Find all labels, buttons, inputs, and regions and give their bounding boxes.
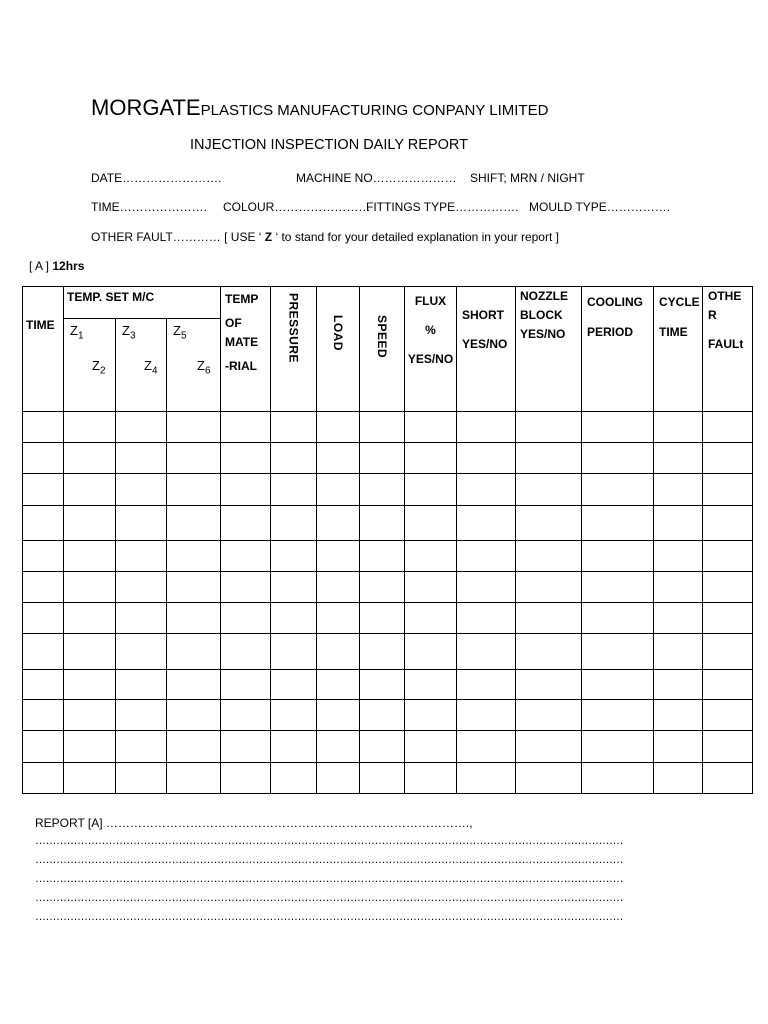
table-cell[interactable] [64, 443, 221, 474]
table-cell[interactable] [405, 634, 457, 670]
zone-cells [64, 506, 220, 540]
table-row [23, 731, 753, 763]
header-pressure [271, 287, 317, 412]
table-row [23, 700, 753, 731]
zone-cell[interactable] [64, 670, 116, 699]
pressure-label: PRESSURE [286, 293, 301, 364]
section-bracket: [ A ] [29, 259, 50, 273]
table-cell[interactable] [23, 572, 64, 603]
table-cell[interactable] [360, 670, 405, 700]
zone-divider [64, 318, 220, 319]
short-line2: YES/NO [462, 337, 508, 351]
table-cell[interactable] [457, 474, 516, 506]
table-cell[interactable] [221, 634, 271, 670]
zone-cell[interactable] [64, 443, 116, 473]
table-cell[interactable] [64, 506, 221, 541]
table-cell[interactable] [64, 731, 221, 763]
temp-material-line1: TEMP [225, 292, 259, 306]
table-cell[interactable] [703, 731, 753, 763]
table-cell[interactable] [360, 474, 405, 506]
table-cell[interactable] [23, 443, 64, 474]
zone-cell[interactable] [167, 474, 220, 505]
table-cell[interactable] [703, 572, 753, 603]
table-row [23, 474, 753, 506]
table-cell[interactable] [516, 634, 582, 670]
zone-cell[interactable] [64, 700, 116, 730]
table-cell[interactable] [457, 541, 516, 572]
company-name [91, 95, 548, 121]
table-row [23, 634, 753, 670]
cycle-line1: CYCLE [659, 295, 700, 309]
zone-cell[interactable] [64, 634, 116, 669]
table-cell[interactable] [64, 541, 221, 572]
header-nozzle [516, 287, 582, 412]
machine-no-field[interactable]: MACHINE NO………………… [296, 171, 457, 185]
zone-cell[interactable] [167, 443, 220, 473]
table-cell[interactable] [317, 763, 360, 794]
zone-cells [64, 443, 220, 473]
table-cell[interactable] [457, 506, 516, 541]
table-cell[interactable] [582, 506, 654, 541]
other-fault-z: Z [264, 230, 273, 244]
speed-label: SPEED [375, 315, 389, 359]
table-cell[interactable] [317, 572, 360, 603]
table-cell[interactable] [360, 443, 405, 474]
table-cell[interactable] [582, 700, 654, 731]
zone-cells [64, 412, 220, 442]
zone-cell[interactable] [167, 670, 220, 699]
zone-cell[interactable] [167, 731, 220, 762]
header-temp-set [64, 287, 221, 412]
table-cell[interactable] [317, 603, 360, 634]
table-cell[interactable] [405, 763, 457, 794]
cooling-line2: PERIOD [587, 325, 634, 339]
table-cell[interactable] [360, 731, 405, 763]
table-cell[interactable] [516, 541, 582, 572]
table-cell[interactable] [64, 634, 221, 670]
table-cell[interactable] [703, 474, 753, 506]
table-cell[interactable] [703, 670, 753, 700]
table-cell[interactable] [64, 572, 221, 603]
header-flux [405, 287, 457, 412]
table-cell[interactable] [405, 670, 457, 700]
zone-cell[interactable] [167, 572, 220, 602]
table-cell[interactable] [457, 700, 516, 731]
table-cell[interactable] [582, 763, 654, 794]
temp-material-line2: OF [225, 316, 242, 330]
table-cell[interactable] [703, 506, 753, 541]
other-fault-text-a: OTHER FAULT………… [ USE ‘ [91, 230, 265, 244]
flux-line3: YES/NO [407, 352, 454, 366]
table-cell[interactable] [582, 572, 654, 603]
table-cell[interactable] [23, 541, 64, 572]
table-row [23, 603, 753, 634]
table-cell[interactable] [221, 443, 271, 474]
table-cell[interactable] [317, 506, 360, 541]
table-cell[interactable] [516, 474, 582, 506]
table-cell[interactable] [582, 634, 654, 670]
zone-z5: $Z_5$ [173, 323, 187, 342]
table-cell[interactable] [317, 474, 360, 506]
nozzle-line1: NOZZLE [520, 289, 568, 303]
zone-cell[interactable] [64, 541, 116, 571]
table-cell[interactable] [405, 412, 457, 443]
table-cell[interactable] [221, 572, 271, 603]
table-cell[interactable] [405, 443, 457, 474]
table-row [23, 572, 753, 603]
zone-cells [64, 572, 220, 602]
zone-cells [64, 731, 220, 762]
table-cell[interactable] [516, 506, 582, 541]
table-cell[interactable] [271, 412, 317, 443]
zone-cells [64, 603, 220, 633]
shift-field[interactable]: SHIFT; MRN / NIGHT [470, 171, 585, 185]
zone-cell[interactable] [167, 541, 220, 571]
zone-divider-v2 [166, 318, 167, 411]
table-cell[interactable] [64, 670, 221, 700]
report-line[interactable]: …………………………………………………………………………………………………………………………………………………… [35, 873, 623, 885]
table-cell[interactable] [405, 474, 457, 506]
table-cell[interactable] [582, 412, 654, 443]
table-cell[interactable] [457, 443, 516, 474]
header-short [457, 287, 516, 412]
nozzle-line2: BLOCK [520, 308, 563, 322]
table-cell[interactable] [64, 763, 221, 794]
other-line3: FAULt [708, 337, 744, 351]
table-cell[interactable] [317, 731, 360, 763]
zone-cell[interactable] [167, 700, 220, 730]
table-cell[interactable] [654, 634, 703, 670]
table-cell[interactable] [317, 443, 360, 474]
zone-grid [64, 287, 220, 411]
table-cell[interactable] [582, 670, 654, 700]
table-row [23, 763, 753, 794]
table-cell[interactable] [703, 412, 753, 443]
table-cell[interactable] [703, 763, 753, 794]
table-cell[interactable] [317, 412, 360, 443]
section-hours: 12hrs [52, 259, 85, 273]
table-cell[interactable] [582, 541, 654, 572]
zone-z4: $Z_4$ [144, 358, 158, 377]
table-cell[interactable] [703, 541, 753, 572]
colour-field[interactable]: COLOUR…………………… [223, 200, 371, 214]
table-cell[interactable] [457, 763, 516, 794]
zone-cell[interactable] [167, 634, 220, 669]
table-cell[interactable] [23, 700, 64, 731]
zone-cells [64, 541, 220, 571]
other-fault-text-b: ‘ to stand for your detailed explanation in your report ] [272, 230, 559, 244]
report-line[interactable]: …………………………………………………………………………………………………………………………………………………… [35, 835, 623, 847]
section-label [29, 259, 84, 273]
header-temp-material [221, 287, 271, 412]
table-cell[interactable] [582, 731, 654, 763]
table-cell[interactable] [317, 634, 360, 670]
table-cell[interactable] [360, 572, 405, 603]
table-cell[interactable] [703, 634, 753, 670]
table-body [23, 412, 753, 794]
table-cell[interactable] [271, 474, 317, 506]
table-cell[interactable] [405, 541, 457, 572]
zone-cells [64, 763, 220, 793]
table-row [23, 443, 753, 474]
zone-cell[interactable] [116, 763, 167, 793]
other-fault-field[interactable] [91, 230, 559, 244]
zone-z2: $Z_2$ [92, 358, 106, 377]
table-cell[interactable] [23, 603, 64, 634]
table-cell[interactable] [654, 506, 703, 541]
table-cell[interactable] [360, 541, 405, 572]
table-cell[interactable] [360, 603, 405, 634]
zone-cell[interactable] [116, 670, 167, 699]
zone-cells [64, 474, 220, 505]
table-cell[interactable] [221, 670, 271, 700]
temp-set-label: TEMP. SET M/C [67, 290, 155, 304]
table-cell[interactable] [64, 412, 221, 443]
table-cell[interactable] [516, 572, 582, 603]
zone-cells [64, 700, 220, 730]
zone-cells [64, 670, 220, 699]
table-cell[interactable] [360, 634, 405, 670]
table-cell[interactable] [221, 412, 271, 443]
inspection-table [22, 286, 753, 794]
report-line[interactable]: …………………………………………………………………………………………………………………………………………………… [35, 911, 623, 923]
header-time-label: TIME [26, 318, 55, 332]
table-cell[interactable] [360, 763, 405, 794]
nozzle-line3: YES/NO [520, 327, 566, 341]
header-speed [360, 287, 405, 412]
table-cell[interactable] [516, 443, 582, 474]
table-cell[interactable] [23, 763, 64, 794]
header-cooling [582, 287, 654, 412]
table-row [23, 506, 753, 541]
table-cell[interactable] [23, 731, 64, 763]
zone-cell[interactable] [64, 474, 116, 505]
zone-cell[interactable] [116, 572, 167, 602]
company-name-rest: PLASTICS MANUFACTURING CONPANY LIMITED [200, 102, 549, 119]
table-cell[interactable] [516, 603, 582, 634]
table-cell[interactable] [654, 603, 703, 634]
table-cell[interactable] [271, 506, 317, 541]
table-cell[interactable] [23, 634, 64, 670]
table-cell[interactable] [360, 412, 405, 443]
zone-cell[interactable] [116, 603, 167, 633]
header-other-fault [703, 287, 753, 412]
table-cell[interactable] [516, 731, 582, 763]
zone-cell[interactable] [116, 541, 167, 571]
table-cell[interactable] [221, 603, 271, 634]
table-cell[interactable] [271, 572, 317, 603]
mould-type-field[interactable]: MOULD TYPE……………. [529, 200, 671, 214]
table-cell[interactable] [64, 474, 221, 506]
table-cell[interactable] [405, 700, 457, 731]
zone-cell[interactable] [116, 506, 167, 540]
zone-z3: $Z_3$ [122, 323, 136, 342]
temp-material-line4: -RIAL [225, 359, 257, 373]
zone-cell[interactable] [116, 443, 167, 473]
table-cell[interactable] [405, 603, 457, 634]
zone-cell[interactable] [64, 731, 116, 762]
table-cell[interactable] [23, 474, 64, 506]
short-line1: SHORT [462, 308, 504, 322]
table-cell[interactable] [654, 443, 703, 474]
cooling-line1: COOLING [587, 295, 643, 309]
table-cell[interactable] [360, 506, 405, 541]
table-cell[interactable] [703, 603, 753, 634]
table-cell[interactable] [405, 572, 457, 603]
table-cell[interactable] [654, 572, 703, 603]
table-cell[interactable] [703, 700, 753, 731]
flux-line1: FLUX [414, 294, 447, 308]
table-cell[interactable] [457, 572, 516, 603]
report-line[interactable]: …………………………………………………………………………………………………………………………………………………… [35, 854, 623, 866]
table-cell[interactable] [654, 670, 703, 700]
table-cell[interactable] [582, 603, 654, 634]
load-label: LOAD [331, 315, 345, 351]
zone-divider-v1 [115, 318, 116, 411]
table-cell[interactable] [360, 700, 405, 731]
table-cell[interactable] [516, 412, 582, 443]
table-row [23, 670, 753, 700]
table-row [23, 412, 753, 443]
table-cell[interactable] [582, 443, 654, 474]
date-field[interactable]: DATE……………………. [91, 171, 222, 185]
table-cell[interactable] [654, 474, 703, 506]
table-cell[interactable] [457, 634, 516, 670]
other-line1: OTHE [708, 289, 742, 303]
table-row [23, 541, 753, 572]
zone-cell[interactable] [116, 700, 167, 730]
table-cell[interactable] [23, 412, 64, 443]
fittings-type-field[interactable]: FITTINGS TYPE……………. [366, 200, 519, 214]
header-cycle [654, 287, 703, 412]
zone-cell[interactable] [64, 412, 116, 442]
report-line[interactable]: …………………………………………………………………………………………………………………………………………………… [35, 892, 623, 904]
report-title: INJECTION INSPECTION DAILY REPORT [190, 137, 468, 153]
table-cell[interactable] [405, 731, 457, 763]
table-cell[interactable] [654, 763, 703, 794]
table-cell[interactable] [516, 670, 582, 700]
table-cell[interactable] [317, 670, 360, 700]
zone-cell[interactable] [64, 506, 116, 540]
time-field[interactable]: TIME…………………. [91, 200, 207, 214]
table-cell[interactable] [221, 541, 271, 572]
zone-cell[interactable] [64, 572, 116, 602]
table-cell[interactable] [271, 541, 317, 572]
table-header-row [23, 287, 753, 412]
table-cell[interactable] [221, 700, 271, 731]
zone-z1: $Z_1$ [70, 323, 84, 342]
table-cell[interactable] [221, 731, 271, 763]
table-cell[interactable] [317, 700, 360, 731]
table-cell[interactable] [221, 763, 271, 794]
flux-line2: % [425, 323, 436, 337]
table-cell[interactable] [271, 700, 317, 731]
report-label[interactable]: REPORT [A] ………………………………………………………………………………., [35, 816, 473, 830]
table-cell[interactable] [654, 541, 703, 572]
table-cell[interactable] [457, 603, 516, 634]
table-cell[interactable] [271, 603, 317, 634]
table-cell[interactable] [654, 731, 703, 763]
cycle-line2: TIME [659, 325, 688, 339]
table-cell[interactable] [516, 763, 582, 794]
table-cell[interactable] [221, 506, 271, 541]
table-cell[interactable] [64, 700, 221, 731]
zone-cells [64, 634, 220, 669]
zone-cell[interactable] [116, 731, 167, 762]
table-cell[interactable] [23, 506, 64, 541]
table-cell[interactable] [271, 634, 317, 670]
header-load [317, 287, 360, 412]
table-cell[interactable] [271, 443, 317, 474]
zone-cell[interactable] [167, 763, 220, 793]
zone-cell[interactable] [167, 412, 220, 442]
table-cell[interactable] [271, 763, 317, 794]
zone-z6: $Z_6$ [197, 358, 211, 377]
table-cell[interactable] [654, 700, 703, 731]
table-cell[interactable] [703, 443, 753, 474]
table-cell[interactable] [271, 670, 317, 700]
zone-cell[interactable] [116, 412, 167, 442]
table-cell[interactable] [457, 412, 516, 443]
zone-cell[interactable] [64, 603, 116, 633]
table-cell[interactable] [405, 506, 457, 541]
zone-cell[interactable] [167, 506, 220, 540]
table-cell[interactable] [457, 670, 516, 700]
table-cell[interactable] [516, 700, 582, 731]
zone-cell[interactable] [64, 763, 116, 793]
zone-cell[interactable] [116, 474, 167, 505]
table-cell[interactable] [654, 412, 703, 443]
temp-material-line3: MATE [225, 335, 259, 349]
table-cell[interactable] [64, 603, 221, 634]
header-time [23, 287, 64, 412]
table-cell[interactable] [271, 731, 317, 763]
table-cell[interactable] [582, 474, 654, 506]
table-cell[interactable] [317, 541, 360, 572]
table-cell[interactable] [23, 670, 64, 700]
other-line2: R [708, 308, 717, 322]
table-cell[interactable] [221, 474, 271, 506]
table-cell[interactable] [457, 731, 516, 763]
zone-cell[interactable] [167, 603, 220, 633]
zone-cell[interactable] [116, 634, 167, 669]
company-name-bold: MORGATE [91, 95, 201, 120]
